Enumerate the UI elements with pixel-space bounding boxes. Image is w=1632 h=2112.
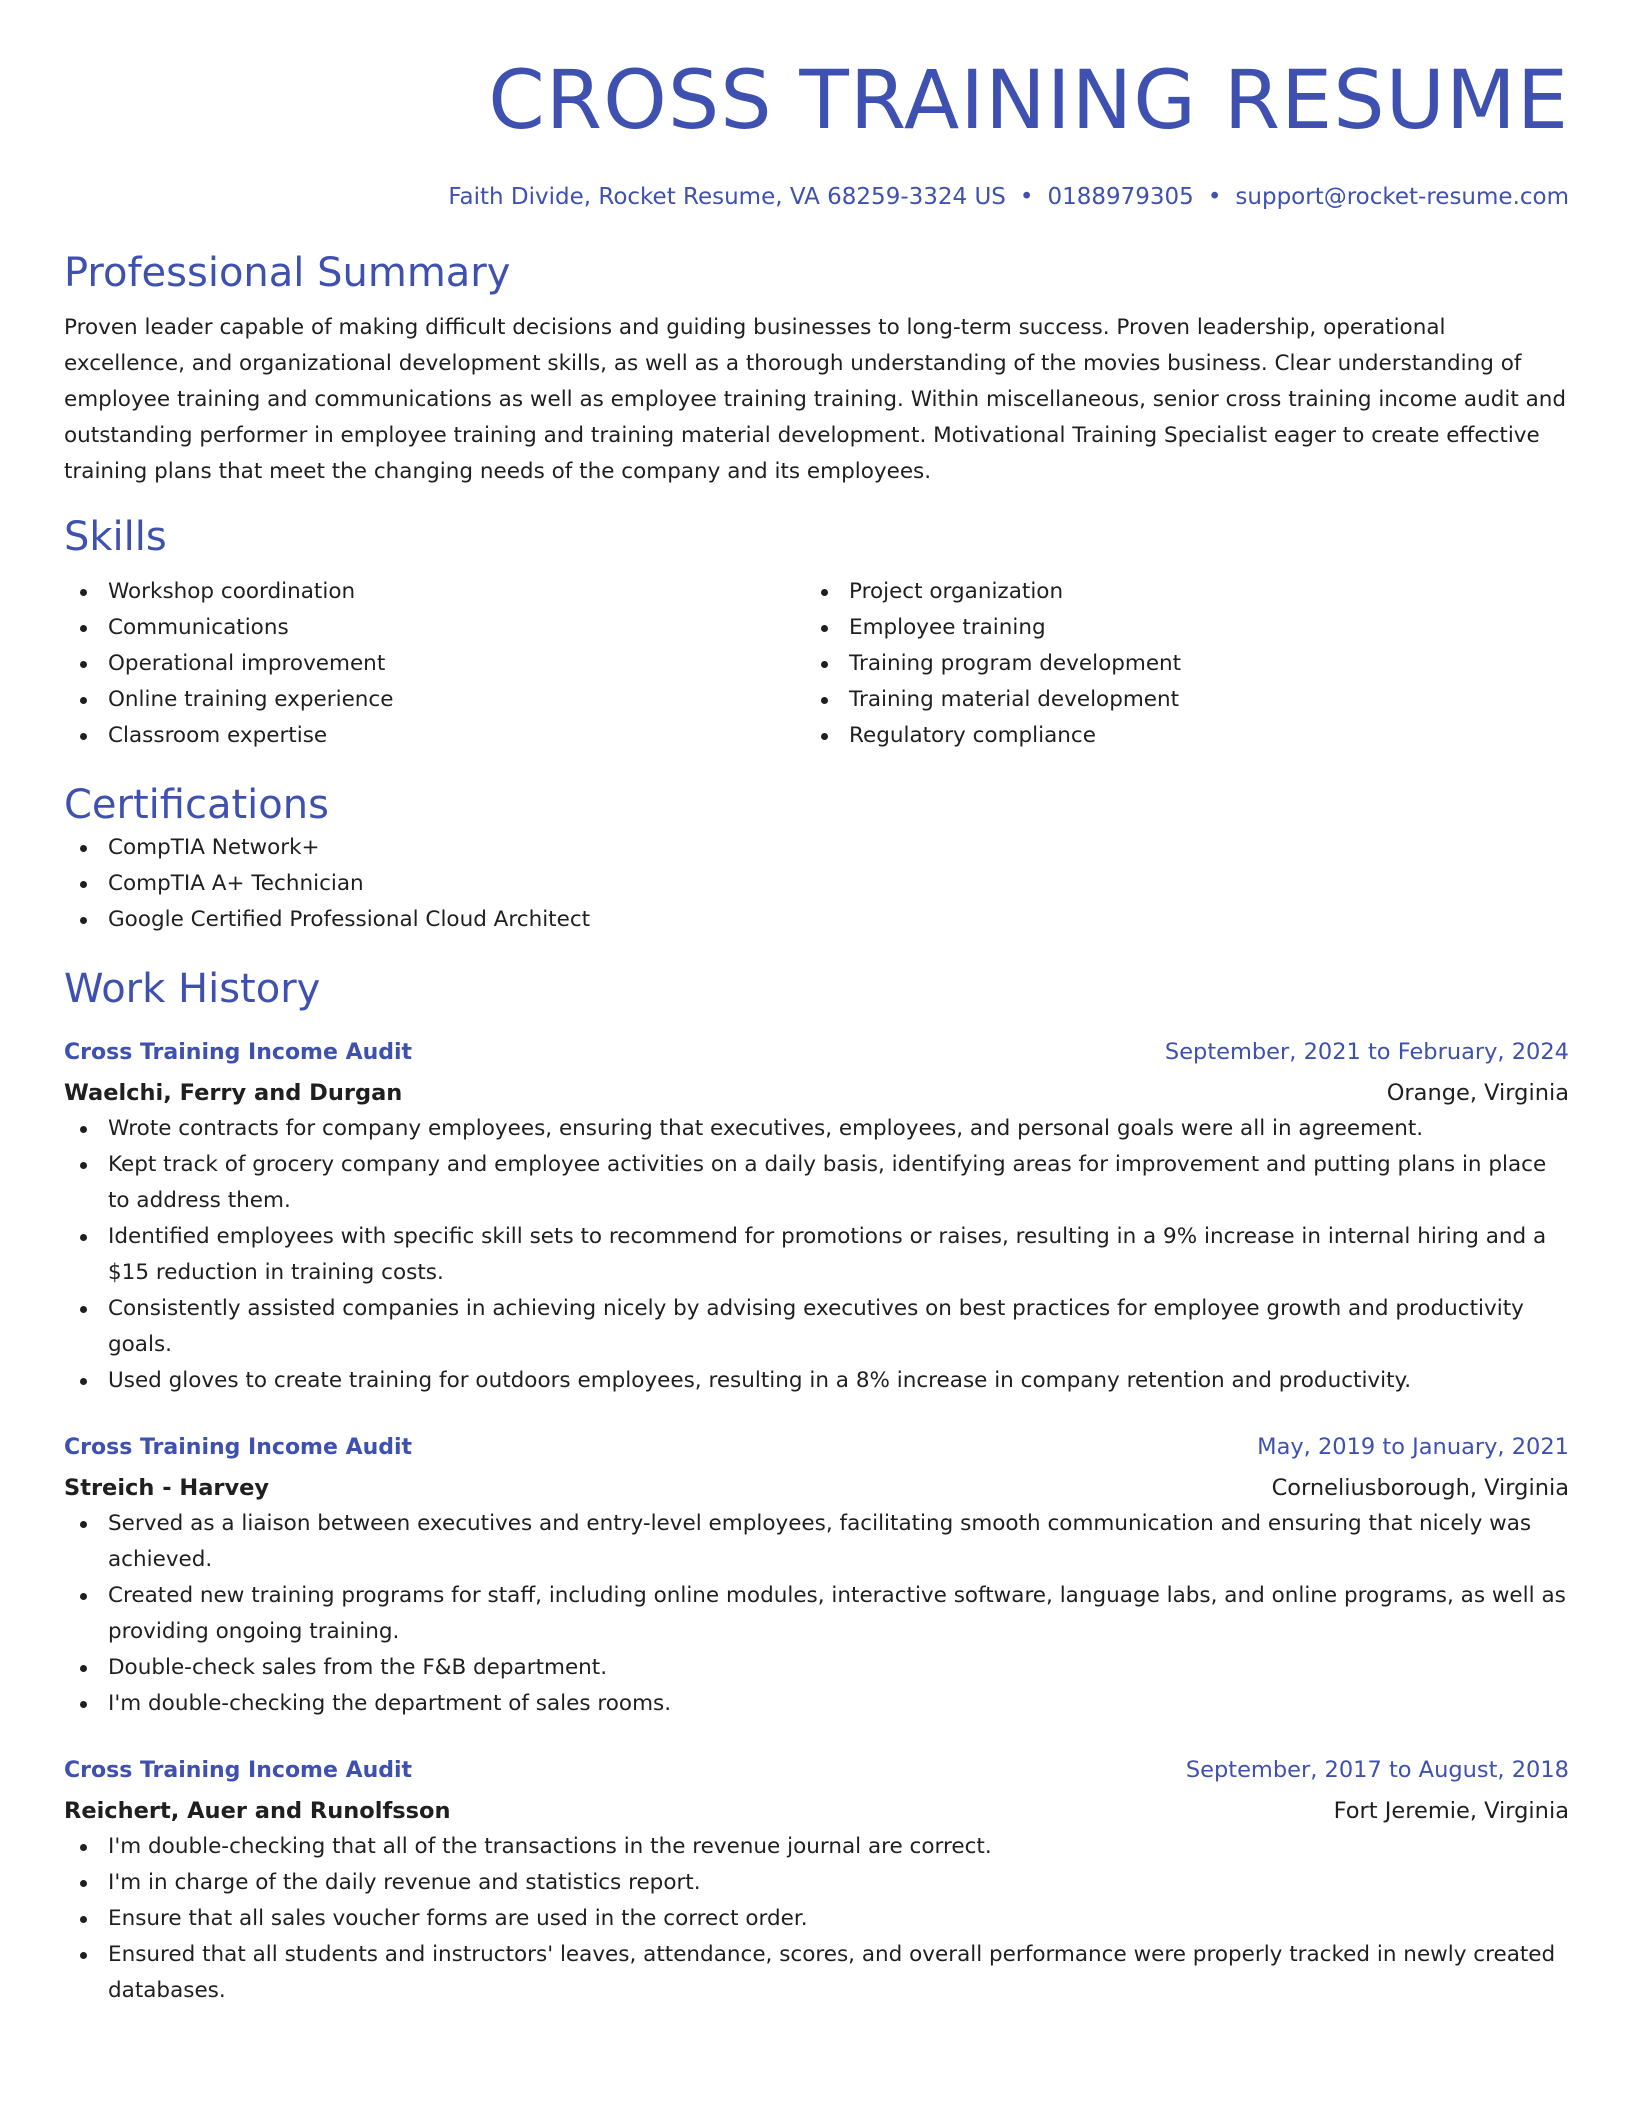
contact-address: Faith Divide, Rocket Resume, VA 68259-3324 US (448, 184, 1006, 210)
work-history-section (64, 964, 1569, 2009)
job-bullet: Double-check sales from the F&B department. (64, 1650, 1569, 1686)
skills-column-right (805, 574, 1569, 754)
job-bullets (64, 1829, 1569, 2009)
job-location: Corneliusborough, Virginia (1271, 1475, 1569, 1501)
job-header-row (64, 1034, 1569, 1071)
contact-email[interactable]: support@rocket-resume.com (1235, 184, 1569, 210)
work-history-heading: Work History (64, 966, 321, 1012)
job-bullet: Ensure that all sales voucher forms are used in the correct order. (64, 1901, 1569, 1937)
job-dates: September, 2021 to February, 2024 (1164, 1039, 1569, 1065)
job-location: Orange, Virginia (1386, 1080, 1569, 1106)
skills-section (64, 512, 1569, 754)
resume-title: CROSS TRAINING RESUME (488, 54, 1569, 148)
certification-item: CompTIA A+ Technician (64, 866, 1569, 902)
job-company: Streich - Harvey (64, 1475, 270, 1501)
job-title: Cross Training Income Audit (64, 1040, 413, 1065)
contact-separator: • (1207, 184, 1222, 210)
skill-item: Training program development (805, 646, 1569, 682)
skill-item: Project organization (805, 574, 1569, 610)
job-location: Fort Jeremie, Virginia (1333, 1798, 1569, 1824)
certification-item: CompTIA Network+ (64, 830, 1569, 866)
job-bullet: Ensured that all students and instructors' leaves, attendance, scores, and overall performance were properly tracked in newly created databases. (64, 1937, 1569, 2009)
job-title: Cross Training Income Audit (64, 1435, 413, 1460)
resume-header (64, 52, 1569, 212)
job-bullet: Wrote contracts for company employees, ensuring that executives, employees, and personal goals were all in agreement. (64, 1111, 1569, 1147)
skill-item: Regulatory compliance (805, 718, 1569, 754)
skill-item: Classroom expertise (64, 718, 805, 754)
job-dates: September, 2017 to August, 2018 (1185, 1757, 1569, 1783)
job-title: Cross Training Income Audit (64, 1758, 413, 1783)
job-entry (64, 1752, 1569, 2009)
job-company-row (64, 1793, 1569, 1829)
skills-heading: Skills (64, 514, 167, 560)
job-company-row (64, 1075, 1569, 1111)
skill-item: Communications (64, 610, 805, 646)
job-bullet: Used gloves to create training for outdoors employees, resulting in a 8% increase in company retention and productivity. (64, 1363, 1569, 1399)
skill-item: Operational improvement (64, 646, 805, 682)
job-company-row (64, 1470, 1569, 1506)
contact-phone[interactable]: 0188979305 (1047, 184, 1194, 210)
job-dates: May, 2019 to January, 2021 (1257, 1434, 1569, 1460)
skill-item: Workshop coordination (64, 574, 805, 610)
job-bullet: Identified employees with specific skill sets to recommend for promotions or raises, resulting in a 9% increase in internal hiring and a $15 reduction in training costs. (64, 1219, 1569, 1291)
job-entry (64, 1429, 1569, 1722)
job-bullet: Served as a liaison between executives and entry-level employees, facilitating smooth communication and ensuring that nicely was achieved. (64, 1506, 1569, 1578)
contact-line (64, 182, 1569, 212)
contact-separator: • (1019, 184, 1034, 210)
job-bullet: Consistently assisted companies in achieving nicely by advising executives on best practices for employee growth and productivity goals. (64, 1291, 1569, 1363)
job-bullet: I'm double-checking the department of sales rooms. (64, 1686, 1569, 1722)
job-header-row (64, 1752, 1569, 1789)
certifications-list (64, 830, 1569, 938)
skill-item: Online training experience (64, 682, 805, 718)
job-company: Reichert, Auer and Runolfsson (64, 1798, 451, 1824)
job-bullet: I'm in charge of the daily revenue and statistics report. (64, 1865, 1569, 1901)
job-bullet: Created new training programs for staff, including online modules, interactive software, language labs, and online programs, as well as providing ongoing training. (64, 1578, 1569, 1650)
summary-text: Proven leader capable of making difficult decisions and guiding businesses to long-term success. Proven leadership, operational excellence, and organizational development skills, as well as a thorough understanding of the movies business. Clear understanding of employee training and communications as well as employee training training. Within miscellaneous, senior cross training income audit and outstanding performer in employee training and training material development. Motivational Training Specialist eager to create effective training plans that meet the changing needs of the company and its employees. (64, 315, 1567, 484)
job-header-row (64, 1429, 1569, 1466)
skills-column-left (64, 574, 805, 754)
skills-grid (64, 574, 1569, 754)
certifications-heading: Certifications (64, 782, 329, 828)
skill-item: Training material development (805, 682, 1569, 718)
job-company: Waelchi, Ferry and Durgan (64, 1080, 403, 1106)
summary-section (64, 248, 1569, 490)
job-bullet: I'm double-checking that all of the transactions in the revenue journal are correct. (64, 1829, 1569, 1865)
job-bullets (64, 1111, 1569, 1399)
certifications-section (64, 780, 1569, 938)
certification-item: Google Certified Professional Cloud Architect (64, 902, 1569, 938)
job-bullet: Kept track of grocery company and employee activities on a daily basis, identifying areas for improvement and putting plans in place to address them. (64, 1147, 1569, 1219)
job-entry (64, 1034, 1569, 1399)
summary-heading: Professional Summary (64, 250, 511, 296)
job-bullets (64, 1506, 1569, 1722)
skill-item: Employee training (805, 610, 1569, 646)
